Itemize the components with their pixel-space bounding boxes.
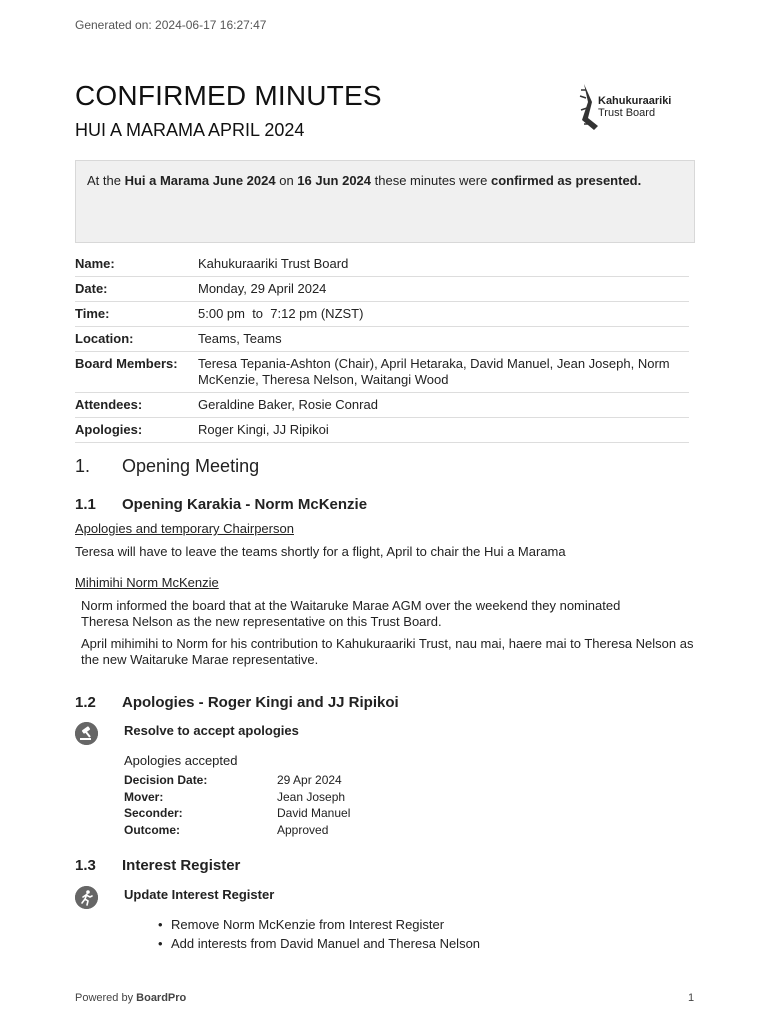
decision-row [124, 789, 350, 806]
subheading-apologies-chair: Apologies and temporary Chairperson [75, 521, 294, 536]
meta-value: Teams, Teams [198, 331, 282, 346]
meta-value: 5:00 pm to 7:12 pm (NZST) [198, 306, 364, 321]
item-title: Apologies - Roger Kingi and JJ Ripikoi [122, 694, 399, 711]
decision-value: Jean Joseph [277, 789, 346, 804]
meta-row-date [75, 277, 689, 302]
decision-key: Outcome: [124, 822, 181, 837]
decision-value: David Manuel [277, 806, 351, 820]
notice-text: At the [87, 173, 125, 188]
confirmation-notice [75, 160, 695, 243]
notice-status: confirmed as presented. [490, 173, 642, 188]
meta-row-location [75, 327, 689, 352]
meta-row-board-members [75, 352, 689, 393]
footer-powered-by [75, 992, 186, 1004]
action-bullet-list [158, 915, 480, 953]
decision-key: Seconder: [124, 806, 183, 820]
meta-label: Time: [75, 306, 110, 321]
item-heading-1-2 [75, 694, 399, 711]
footer-text: Powered by [75, 992, 137, 1004]
item-title: Interest Register [122, 857, 241, 874]
meta-value: Roger Kingi, JJ Ripikoi [198, 422, 329, 437]
trust-board-logo [578, 80, 688, 132]
decision-key: Decision Date: [124, 773, 208, 787]
section-heading-1 [75, 456, 259, 477]
decision-key: Mover: [124, 789, 164, 804]
decision-row [124, 772, 350, 789]
subheading-mihimihi: Mihimihi Norm McKenzie [75, 575, 219, 590]
meta-label: Attendees: [75, 397, 143, 412]
item-number: 1.1 [75, 496, 96, 513]
decision-value: 29 Apr 2024 [277, 773, 342, 787]
action-title: Update Interest Register [124, 887, 275, 902]
decision-row [124, 805, 350, 822]
decision-row [124, 822, 350, 839]
meta-label: Date: [75, 281, 108, 296]
section-title: Opening Meeting [122, 456, 260, 476]
paragraph: Norm informed the board that at the Waitaruke Marae AGM over the weekend they nominated Theresa Nelson as the new representative on this Trust Board. [81, 598, 621, 629]
page-title: CONFIRMED MINUTES [75, 80, 382, 111]
meta-label: Board Members: [75, 356, 178, 371]
meeting-details-table [75, 252, 689, 443]
meta-row-time [75, 302, 689, 327]
meta-value: Monday, 29 April 2024 [198, 281, 327, 296]
notice-text: on [275, 173, 298, 188]
meta-row-name [75, 252, 689, 277]
generated-timestamp: Generated on: 2024-06-17 16:27:47 [75, 18, 267, 32]
page-subtitle: HUI A MARAMA APRIL 2024 [75, 120, 305, 140]
meta-label: Location: [75, 331, 134, 346]
item-number: 1.3 [75, 857, 96, 874]
decision-value: Approved [277, 822, 329, 837]
section-number: 1. [75, 456, 91, 476]
decision-text: Apologies accepted [124, 753, 238, 768]
meta-label: Name: [75, 256, 115, 271]
list-item: • Remove Norm McKenzie from Interest Register [158, 915, 480, 934]
meta-value: Teresa Tepania-Ashton (Chair), April Hetaraka, David Manuel, Jean Joseph, Norm McKenzie, Theresa Nelson, Waitangi Wood [198, 356, 670, 387]
footer-brand: BoardPro [136, 992, 187, 1004]
notice-meeting: Hui a Marama June 2024 [124, 173, 276, 188]
meta-value: Geraldine Baker, Rosie Conrad [198, 397, 378, 412]
meta-row-attendees [75, 393, 689, 418]
notice-text: these minutes were [371, 173, 491, 188]
list-item: • Add interests from David Manuel and Theresa Nelson [158, 934, 480, 953]
decision-details [124, 772, 350, 838]
running-person-icon [75, 886, 98, 909]
meta-row-apologies [75, 418, 689, 443]
gavel-icon [75, 722, 98, 745]
page-number: 1 [688, 992, 695, 1004]
item-heading-1-3 [75, 857, 240, 874]
meta-label: Apologies: [75, 422, 143, 437]
paragraph: Teresa will have to leave the teams shortly for a flight, April to chair the Hui a Marama [75, 544, 566, 559]
notice-date: 16 Jun 2024 [297, 173, 372, 188]
item-heading-1-1 [75, 496, 367, 513]
logo-line-2: Trust Board [598, 107, 656, 119]
item-number: 1.2 [75, 694, 96, 711]
meta-value: Kahukuraariki Trust Board [198, 256, 349, 271]
logo-line-1: Kahukuraariki [598, 95, 672, 107]
paragraph: April mihimihi to Norm for his contribution to Kahukuraariki Trust, nau mai, haere mai to Theresa Nelson as the new Waitaruke Marae representative. [81, 636, 694, 667]
resolution-title: Resolve to accept apologies [124, 723, 299, 738]
item-title: Opening Karakia - Norm McKenzie [122, 496, 368, 513]
